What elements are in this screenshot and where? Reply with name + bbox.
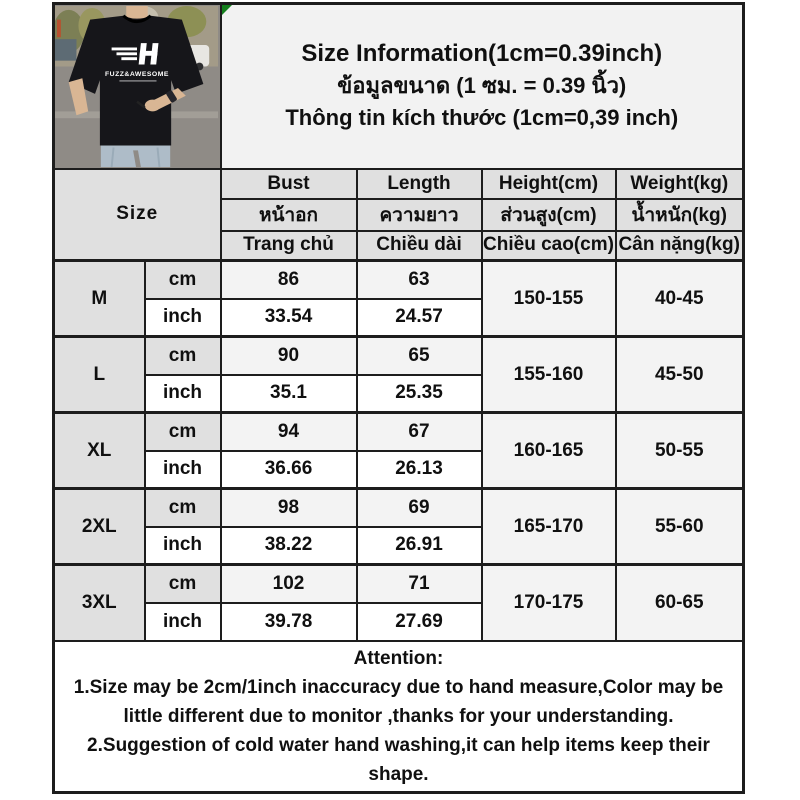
l-bust-cm: 90 xyxy=(221,337,357,375)
3xl-bust-cm: 102 xyxy=(221,565,357,603)
2xl-weight-range: 55-60 xyxy=(616,489,744,565)
l-length-cm: 65 xyxy=(357,337,482,375)
size-label-m: M xyxy=(54,261,145,337)
2xl-bust-inch: 38.22 xyxy=(221,527,357,565)
title-thai: ข้อมูลขนาด (1 ซม. = 0.39 นิ้ว) xyxy=(337,73,627,99)
2xl-length-inch: 26.91 xyxy=(357,527,482,565)
attention-heading: Attention: xyxy=(353,647,444,669)
3xl-height-range: 170-175 xyxy=(482,565,616,641)
header-weight-vi: Cân nặng(kg) xyxy=(616,231,744,261)
size-label-3xl: 3XL xyxy=(54,565,145,641)
l-weight-range: 45-50 xyxy=(616,337,744,413)
header-length-th: ความยาว xyxy=(357,199,482,231)
m-length-inch: 24.57 xyxy=(357,299,482,337)
2xl-bust-cm: 98 xyxy=(221,489,357,527)
product-photo xyxy=(55,6,218,167)
unit-cm: cm xyxy=(145,413,221,451)
background-vehicle xyxy=(55,39,76,60)
row-2xl-cm xyxy=(54,489,744,527)
3xl-length-cm: 71 xyxy=(357,565,482,603)
xl-bust-inch: 36.66 xyxy=(221,451,357,489)
unit-inch: inch xyxy=(145,451,221,489)
header-height-vi: Chiều cao(cm) xyxy=(482,231,616,261)
unit-inch: inch xyxy=(145,375,221,413)
unit-cm: cm xyxy=(145,337,221,375)
green-corner-fold xyxy=(222,5,232,15)
header-weight-en: Weight(kg) xyxy=(616,169,744,199)
title-vietnamese: Thông tin kích thước (1cm=0,39 inch) xyxy=(285,105,679,131)
m-bust-cm: 86 xyxy=(221,261,357,299)
title-english: Size Information(1cm=0.39inch) xyxy=(301,40,663,68)
row-xl-cm xyxy=(54,413,744,451)
header-length-en: Length xyxy=(357,169,482,199)
xl-weight-range: 50-55 xyxy=(616,413,744,489)
model-hand xyxy=(145,99,161,111)
l-height-range: 155-160 xyxy=(482,337,616,413)
size-column-header: Size xyxy=(54,169,221,261)
unit-cm: cm xyxy=(145,565,221,603)
size-label-xl: XL xyxy=(54,413,145,489)
3xl-length-inch: 27.69 xyxy=(357,603,482,641)
attention-section xyxy=(54,641,744,793)
unit-inch: inch xyxy=(145,527,221,565)
attention-line-2: 2.Suggestion of cold water hand washing,it can help items keep their shape. xyxy=(87,734,710,785)
m-bust-inch: 33.54 xyxy=(221,299,357,337)
l-length-inch: 25.35 xyxy=(357,375,482,413)
header-height-en: Height(cm) xyxy=(482,169,616,199)
title-cell xyxy=(221,4,744,169)
unit-inch: inch xyxy=(145,603,221,641)
row-l-cm xyxy=(54,337,744,375)
size-label-2xl: 2XL xyxy=(54,489,145,565)
unit-inch: inch xyxy=(145,299,221,337)
header-bust-vi: Trang chủ xyxy=(221,231,357,261)
size-chart-table xyxy=(52,2,745,794)
header-bust-en: Bust xyxy=(221,169,357,199)
header-length-vi: Chiều dài xyxy=(357,231,482,261)
xl-length-inch: 26.13 xyxy=(357,451,482,489)
2xl-length-cm: 69 xyxy=(357,489,482,527)
xl-bust-cm: 94 xyxy=(221,413,357,451)
m-height-range: 150-155 xyxy=(482,261,616,337)
m-weight-range: 40-45 xyxy=(616,261,744,337)
header-bust-th: หน้าอก xyxy=(221,199,357,231)
unit-cm: cm xyxy=(145,261,221,299)
header-height-th: ส่วนสูง(cm) xyxy=(482,199,616,231)
2xl-height-range: 165-170 xyxy=(482,489,616,565)
product-photo-cell xyxy=(54,4,221,169)
xl-height-range: 160-165 xyxy=(482,413,616,489)
unit-cm: cm xyxy=(145,489,221,527)
m-length-cm: 63 xyxy=(357,261,482,299)
header-weight-th: น้ำหนัก(kg) xyxy=(616,199,744,231)
row-3xl-cm xyxy=(54,565,744,603)
3xl-weight-range: 60-65 xyxy=(616,565,744,641)
size-label-l: L xyxy=(54,337,145,413)
row-m-cm xyxy=(54,261,744,299)
attention-line-1: 1.Size may be 2cm/1inch inaccuracy due to hand measure,Color may be little different due to monitor ,thanks for your understanding. xyxy=(73,676,724,727)
l-bust-inch: 35.1 xyxy=(221,375,357,413)
xl-length-cm: 67 xyxy=(357,413,482,451)
shirt-logo-text: FUZZ&AWESOME xyxy=(105,71,169,79)
3xl-bust-inch: 39.78 xyxy=(221,603,357,641)
